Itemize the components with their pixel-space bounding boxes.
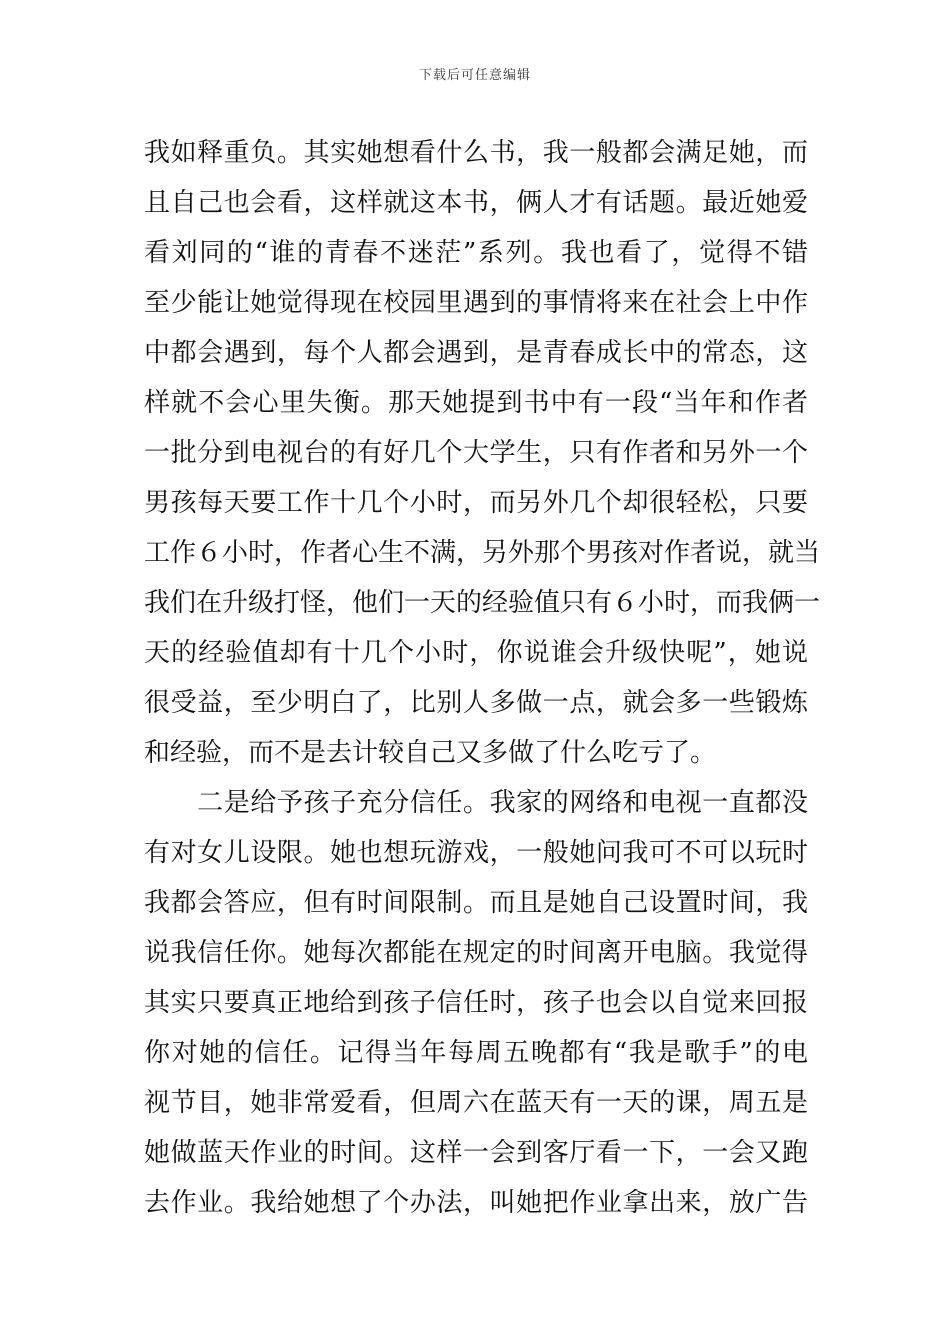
text-line: 说我信任你。她每次都能在规定的时间离开电脑。我觉得 [144, 938, 808, 968]
text-line: 工作６小时，作者心生不满，另外那个男孩对作者说，就当 [144, 538, 821, 568]
text-line: 看刘同的“谁的青春不迷茫”系列。我也看了，觉得不错 [144, 238, 808, 268]
text-line: 二是给予孩子充分信任。我家的网络和电视一直都没 [144, 788, 808, 818]
page-header: 下载后可任意编辑 [418, 68, 531, 83]
text-line: 天的经验值却有十几个小时，你说谁会升级快呢”，她说 [144, 638, 808, 668]
text-line: 样就不会心里失衡。那天她提到书中有一段“当年和作者 [144, 388, 808, 418]
paragraph-1 [144, 128, 821, 778]
text-line: 且自己也会看，这样就这本书，俩人才有话题。最近她爱 [144, 188, 808, 218]
text-line: 我都会答应，但有时间限制。而且是她自己设置时间，我 [144, 888, 808, 918]
text-line: 有对女儿设限。她也想玩游戏，一般她问我可不可以玩时 [144, 838, 808, 868]
text-line: 和经验，而不是去计较自己又多做了什么吃亏了。 [144, 738, 717, 768]
text-line: 你对她的信任。记得当年每周五晚都有“我是歌手”的电 [144, 1038, 808, 1068]
text-line: 我们在升级打怪，他们一天的经验值只有６小时，而我俩一 [144, 588, 821, 618]
text-line: 去作业。我给她想了个办法，叫她把作业拿出来，放广告 [144, 1188, 808, 1218]
text-line: 很受益，至少明白了，比别人多做一点，就会多一些锻炼 [144, 688, 808, 718]
document-body [144, 128, 821, 1228]
text-line: 我如释重负。其实她想看什么书，我一般都会满足她，而 [144, 138, 808, 168]
text-line: 中都会遇到，每个人都会遇到，是青春成长中的常态，这 [144, 338, 808, 368]
text-line: 男孩每天要工作十几个小时，而另外几个却很轻松，只要 [144, 488, 808, 518]
paragraph-2 [144, 778, 808, 1228]
text-line: 一批分到电视台的有好几个大学生，只有作者和另外一个 [144, 438, 808, 468]
text-line: 至少能让她觉得现在校园里遇到的事情将来在社会上中作 [144, 288, 808, 318]
text-line: 其实只要真正地给到孩子信任时，孩子也会以自觉来回报 [144, 988, 808, 1018]
text-line: 她做蓝天作业的时间。这样一会到客厅看一下，一会又跑 [144, 1138, 808, 1168]
text-line: 视节目，她非常爱看，但周六在蓝天有一天的课，周五是 [144, 1088, 808, 1118]
